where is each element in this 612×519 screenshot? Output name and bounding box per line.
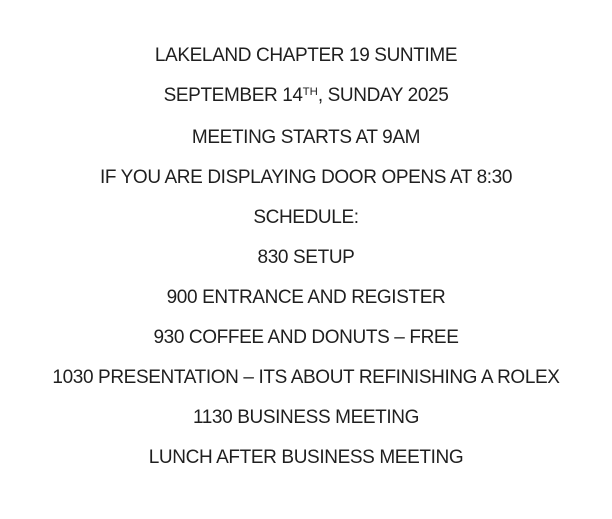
date-text: SEPTEMBER 14: [163, 85, 303, 106]
schedule-item-entrance: 900 ENTRANCE AND REGISTER: [166, 287, 446, 308]
date-line: [0, 76, 612, 118]
schedule-item-business-meeting: 1130 BUSINESS MEETING: [192, 407, 420, 428]
closing-line: LUNCH AFTER BUSINESS MEETING: [148, 447, 464, 468]
date-rest: , SUNDAY 2025: [317, 85, 449, 106]
meeting-start-line: MEETING STARTS AT 9AM: [191, 127, 421, 148]
schedule-heading: SCHEDULE:: [253, 207, 359, 228]
schedule-item-setup: 830 SETUP: [257, 247, 355, 268]
door-open-line: IF YOU ARE DISPLAYING DOOR OPENS AT 8:30: [99, 167, 513, 188]
schedule-item-presentation: 1030 PRESENTATION – ITS ABOUT REFINISHING A ROLEX: [52, 367, 560, 388]
schedule-item-coffee: 930 COFFEE AND DONUTS – FREE: [153, 327, 459, 348]
title-line: LAKELAND CHAPTER 19 SUNTIME: [154, 45, 458, 66]
date-ordinal-suffix: TH: [302, 85, 318, 98]
